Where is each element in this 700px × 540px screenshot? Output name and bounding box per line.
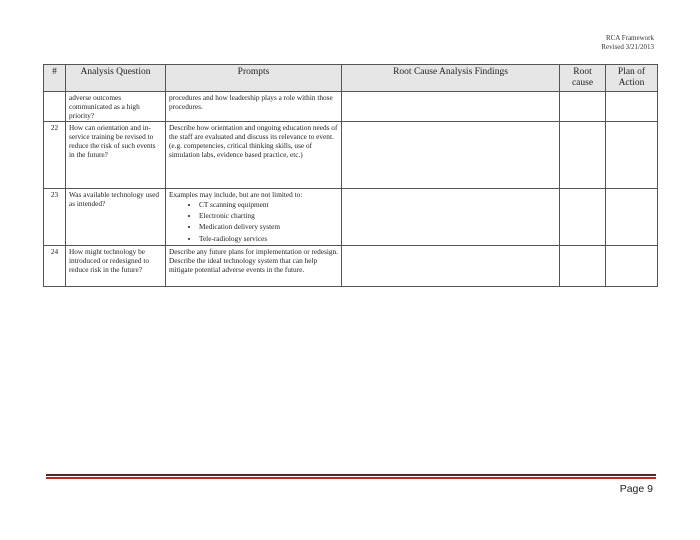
table-header-row — [44, 65, 658, 92]
col-header-root-cause: Root cause — [560, 65, 606, 92]
col-header-findings: Root Cause Analysis Findings — [342, 65, 560, 92]
row-number: 23 — [44, 189, 66, 246]
header-revision-date: Revised 3/21/2013 — [601, 42, 654, 51]
table-row — [44, 122, 658, 189]
col-header-number: # — [44, 65, 66, 92]
findings-cell[interactable] — [342, 92, 560, 122]
prompt-cell — [166, 189, 342, 246]
table-row — [44, 92, 658, 122]
page-number: Page 9 — [619, 483, 653, 495]
plan-of-action-cell[interactable] — [606, 92, 658, 122]
row-number — [44, 92, 66, 122]
row-number: 24 — [44, 245, 66, 286]
plan-of-action-cell[interactable] — [606, 189, 658, 246]
analysis-question: Was available technology used as intended? — [66, 189, 166, 246]
findings-cell[interactable] — [342, 189, 560, 246]
footer-rule-red — [46, 477, 656, 479]
plan-of-action-cell[interactable] — [606, 122, 658, 189]
prompt-text: Describe any future plans for implementation or redesign. Describe the ideal technology system that can help mitigate potential adverse events in the future. — [166, 245, 342, 286]
example-list — [169, 199, 338, 244]
prompt-text: procedures and how leadership plays a role within those procedures. — [166, 92, 342, 122]
document-header — [601, 34, 654, 51]
analysis-question: How can orientation and in-service training be revised to reduce the risk of such events in the future? — [66, 122, 166, 189]
table-row — [44, 189, 658, 246]
list-item: • Medication delivery system — [199, 221, 338, 232]
col-header-analysis-question: Analysis Question — [66, 65, 166, 92]
prompt-text: Examples may include, but are not limited to: — [169, 190, 303, 199]
row-number: 22 — [44, 122, 66, 189]
rca-table — [43, 64, 658, 287]
root-cause-cell[interactable] — [560, 189, 606, 246]
analysis-question: adverse outcomes communicated as a high priority? — [66, 92, 166, 122]
list-item: • Tele-radiology services — [199, 233, 338, 244]
footer-rule-dark — [46, 474, 656, 476]
list-item: • CT scanning equipment — [199, 199, 338, 210]
col-header-plan-of-action: Plan of Action — [606, 65, 658, 92]
findings-cell[interactable] — [342, 245, 560, 286]
prompt-text: Describe how orientation and ongoing education needs of the staff are evaluated and discuss its relevance to event. (e.g. competencies, critical thinking skills, use of simulation labs, evidence based practice, etc.) — [166, 122, 342, 189]
list-item: • Electronic charting — [199, 210, 338, 221]
plan-of-action-cell[interactable] — [606, 245, 658, 286]
col-header-prompts: Prompts — [166, 65, 342, 92]
findings-cell[interactable] — [342, 122, 560, 189]
root-cause-cell[interactable] — [560, 92, 606, 122]
root-cause-cell[interactable] — [560, 122, 606, 189]
root-cause-cell[interactable] — [560, 245, 606, 286]
header-title: RCA Framework — [605, 34, 654, 42]
table-row — [44, 245, 658, 286]
analysis-question: How might technology be introduced or redesigned to reduce risk in the future? — [66, 245, 166, 286]
